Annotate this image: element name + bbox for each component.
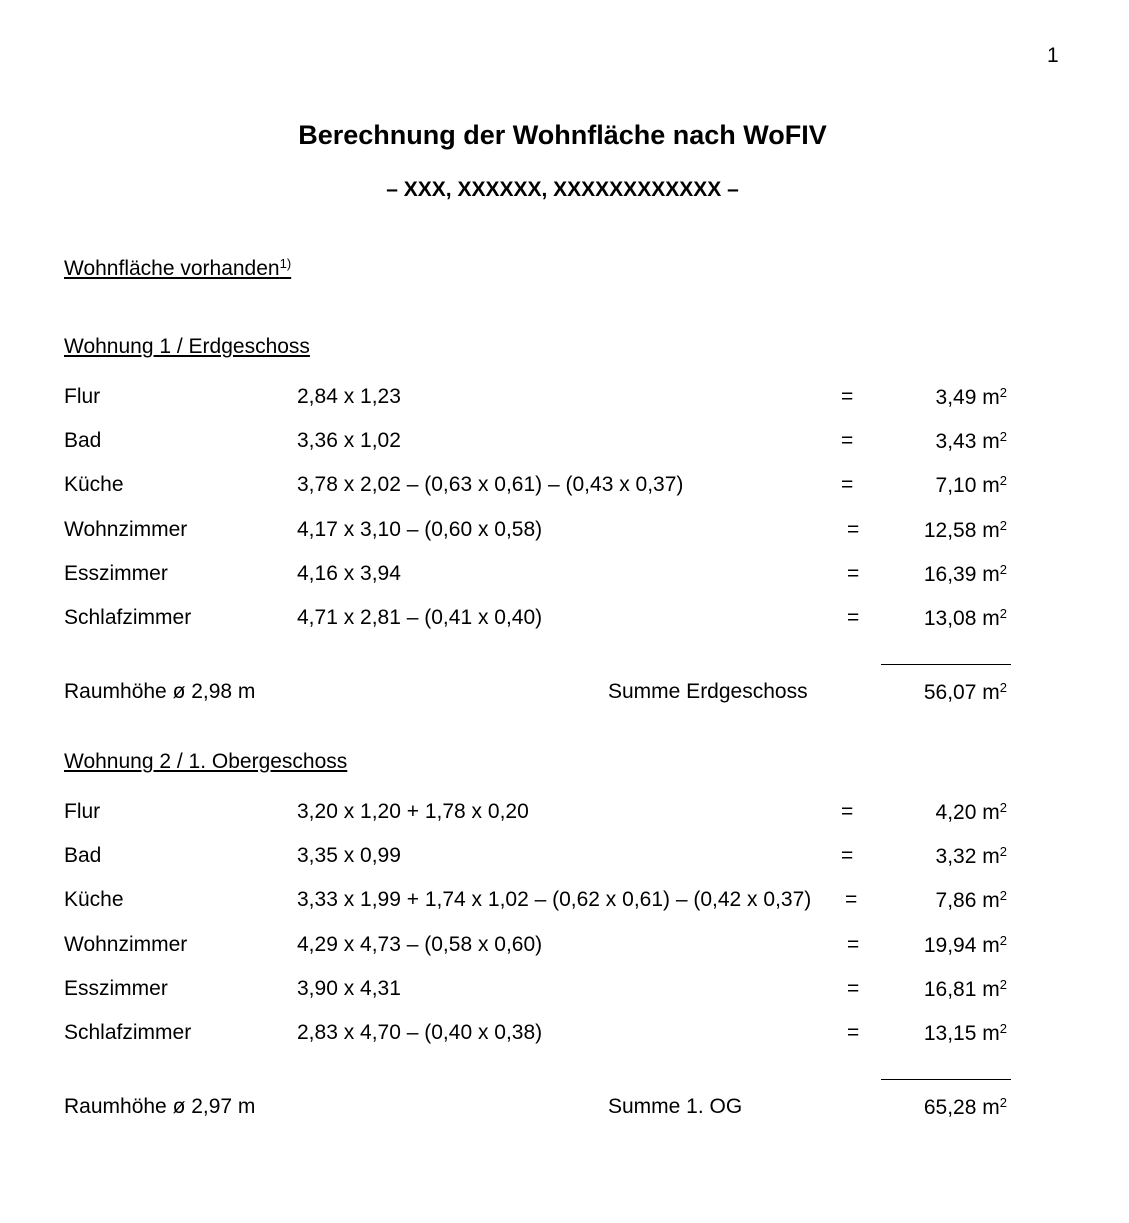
area-unit: m — [982, 978, 1000, 1001]
unit-exponent: 2 — [999, 385, 1007, 400]
unit-exponent: 2 — [999, 562, 1007, 577]
area-value: 13,15 — [923, 1022, 977, 1045]
unit-exponent: 2 — [999, 473, 1007, 488]
room-area — [936, 385, 1007, 410]
sum-number: 56,07 — [923, 681, 977, 704]
room-formula: 4,16 x 3,94 — [297, 562, 401, 585]
sum-value — [924, 680, 1007, 705]
room-row — [0, 888, 1129, 918]
equals-sign: = — [847, 933, 860, 956]
area-unit: m — [982, 386, 1000, 409]
section-heading-text: Wohnfläche vorhanden — [64, 257, 280, 280]
unit-exponent: 2 — [999, 1021, 1007, 1036]
area-value: 12,58 — [923, 519, 977, 542]
equals-sign: = — [841, 473, 854, 496]
room-area — [924, 1021, 1007, 1046]
apartment-2-heading: Wohnung 2 / 1. Obergeschoss — [64, 750, 348, 773]
room-name: Flur — [64, 800, 101, 823]
room-row — [0, 1021, 1129, 1051]
room-row — [0, 933, 1129, 963]
room-formula: 4,17 x 3,10 – (0,60 x 0,58) — [297, 518, 543, 541]
unit-exponent: 2 — [999, 1095, 1007, 1110]
room-row — [0, 518, 1129, 548]
room-name: Küche — [64, 473, 124, 496]
room-formula: 4,71 x 2,81 – (0,41 x 0,40) — [297, 606, 543, 629]
area-value: 4,20 — [935, 801, 977, 824]
sum-label: Summe Erdgeschoss — [608, 680, 808, 703]
document-title: Berechnung der Wohnfläche nach WoFIV — [298, 120, 827, 150]
room-row — [0, 977, 1129, 1007]
room-name: Bad — [64, 429, 102, 452]
unit-exponent: 2 — [999, 429, 1007, 444]
page-number: 1 — [1047, 44, 1059, 67]
sum-divider — [881, 664, 1011, 665]
room-name: Schlafzimmer — [64, 606, 192, 629]
room-formula: 3,36 x 1,02 — [297, 429, 401, 452]
sum-label: Summe 1. OG — [608, 1095, 743, 1118]
equals-sign: = — [847, 518, 860, 541]
area-unit: m — [982, 1096, 1000, 1119]
room-formula: 2,83 x 4,70 – (0,40 x 0,38) — [297, 1021, 543, 1044]
room-height-note: Raumhöhe ø 2,98 m — [64, 680, 256, 703]
area-value: 3,49 — [935, 386, 977, 409]
room-name: Schlafzimmer — [64, 1021, 192, 1044]
area-unit: m — [982, 430, 1000, 453]
unit-exponent: 2 — [999, 680, 1007, 695]
sum-value — [924, 1095, 1007, 1120]
room-formula: 2,84 x 1,23 — [297, 385, 401, 408]
equals-sign: = — [847, 562, 860, 585]
area-value: 3,32 — [935, 845, 977, 868]
equals-sign: = — [841, 844, 854, 867]
room-area — [924, 933, 1007, 958]
area-value: 16,39 — [923, 563, 977, 586]
room-row — [0, 473, 1129, 503]
room-area — [936, 473, 1007, 498]
area-unit: m — [982, 563, 1000, 586]
unit-exponent: 2 — [999, 518, 1007, 533]
room-name: Wohnzimmer — [64, 518, 188, 541]
room-row — [0, 562, 1129, 592]
apartment-1-heading: Wohnung 1 / Erdgeschoss — [64, 335, 310, 358]
room-row — [0, 844, 1129, 874]
room-area — [924, 606, 1007, 631]
room-name: Esszimmer — [64, 562, 168, 585]
sum-number: 65,28 — [923, 1096, 977, 1119]
equals-sign: = — [841, 385, 854, 408]
equals-sign: = — [847, 606, 860, 629]
room-name: Bad — [64, 844, 102, 867]
area-unit: m — [982, 845, 1000, 868]
unit-exponent: 2 — [999, 977, 1007, 992]
unit-exponent: 2 — [999, 888, 1007, 903]
room-formula: 3,78 x 2,02 – (0,63 x 0,61) – (0,43 x 0,37) — [297, 473, 684, 496]
room-row — [0, 606, 1129, 636]
room-name: Küche — [64, 888, 124, 911]
area-value: 19,94 — [923, 934, 977, 957]
area-unit: m — [982, 934, 1000, 957]
area-value: 7,10 — [935, 474, 977, 497]
area-unit: m — [982, 519, 1000, 542]
equals-sign: = — [841, 429, 854, 452]
room-formula: 3,20 x 1,20 + 1,78 x 0,20 — [297, 800, 529, 823]
area-unit: m — [982, 474, 1000, 497]
sum-divider — [881, 1079, 1011, 1080]
room-name: Esszimmer — [64, 977, 168, 1000]
area-unit: m — [982, 681, 1000, 704]
area-unit: m — [982, 801, 1000, 824]
area-value: 3,43 — [935, 430, 977, 453]
room-formula: 3,35 x 0,99 — [297, 844, 401, 867]
area-unit: m — [982, 1022, 1000, 1045]
equals-sign: = — [847, 1021, 860, 1044]
room-row — [0, 429, 1129, 459]
area-value: 13,08 — [923, 607, 977, 630]
section-heading — [64, 256, 291, 281]
footnote-mark: 1) — [279, 256, 292, 271]
room-area — [924, 977, 1007, 1002]
area-value: 7,86 — [935, 889, 977, 912]
room-area — [936, 888, 1007, 913]
room-area — [936, 429, 1007, 454]
room-area — [936, 844, 1007, 869]
area-unit: m — [982, 607, 1000, 630]
document-subtitle: – XXX, XXXXXX, XXXXXXXXXXXX – — [386, 178, 739, 201]
area-unit: m — [982, 889, 1000, 912]
room-row — [0, 800, 1129, 830]
room-formula: 4,29 x 4,73 – (0,58 x 0,60) — [297, 933, 543, 956]
unit-exponent: 2 — [999, 933, 1007, 948]
equals-sign: = — [845, 888, 858, 911]
room-area — [936, 800, 1007, 825]
unit-exponent: 2 — [999, 800, 1007, 815]
area-value: 16,81 — [923, 978, 977, 1001]
room-formula: 3,90 x 4,31 — [297, 977, 401, 1000]
room-area — [924, 562, 1007, 587]
room-name: Wohnzimmer — [64, 933, 188, 956]
equals-sign: = — [841, 800, 854, 823]
room-name: Flur — [64, 385, 101, 408]
unit-exponent: 2 — [999, 844, 1007, 859]
unit-exponent: 2 — [999, 606, 1007, 621]
equals-sign: = — [847, 977, 860, 1000]
room-row — [0, 385, 1129, 415]
room-height-note: Raumhöhe ø 2,97 m — [64, 1095, 256, 1118]
room-formula: 3,33 x 1,99 + 1,74 x 1,02 – (0,62 x 0,61) – (0,42 x 0,37) — [297, 888, 812, 911]
room-area — [924, 518, 1007, 543]
